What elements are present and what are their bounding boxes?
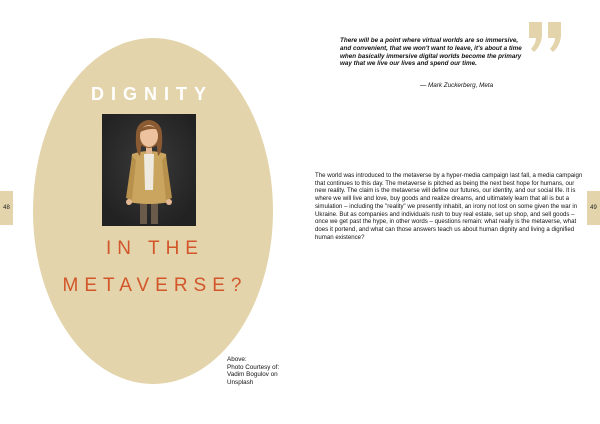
title-line-metaverse: METAVERSE? [62,275,248,296]
page-number-right-label: 49 [590,205,597,211]
page-number-left-label: 48 [3,205,10,211]
figure-illustration [102,114,196,226]
page-number-right [587,191,600,225]
quotation-mark-shape [528,22,564,52]
quote-attribution: — Mark Zuckerberg, Meta [420,82,494,89]
cover-photo [102,114,196,226]
page-number-left [0,191,13,225]
title-line-in-the: IN THE [106,238,204,259]
caption-line: Photo Courtesy of: [227,363,280,371]
caption-line: Vadim Bogulov on [227,371,278,379]
pull-quote: There will be a point where virtual worlds are so immersive, and convenient, that we won't want to leave, it's about a time when basically immersive digital worlds become the primary way that we live our lives and spend our time. [340,37,522,68]
quotation-mark-icon [528,22,564,52]
caption-line: Unsplash [227,378,254,386]
title-line-dignity: DIGNITY [90,84,213,104]
article-body: The world was introduced to the metaverse by a hyper-media campaign last fall, a media campaign that continues to this day. The metaverse is pitched as being the next best hope for humans, our new reality. The claim is the metaverse will define our futures, our identity, and our social life. It is where we will live and love, buy goods and realize dreams, and ultimately learn that all is but a simulation – including the "reality" we presently inhabit, an irony not lost on some given the war in Ukraine. But as companies and individuals rush to buy real estate, set up shop, and sell goods – once we get past the hype, in other words – questions remain: what really is the metaverse, what does it portend, and what can those answers teach us about human dignity and living a dignified human existence? [315,172,583,241]
caption-line: Above: [227,356,247,363]
photo-caption [227,356,287,386]
